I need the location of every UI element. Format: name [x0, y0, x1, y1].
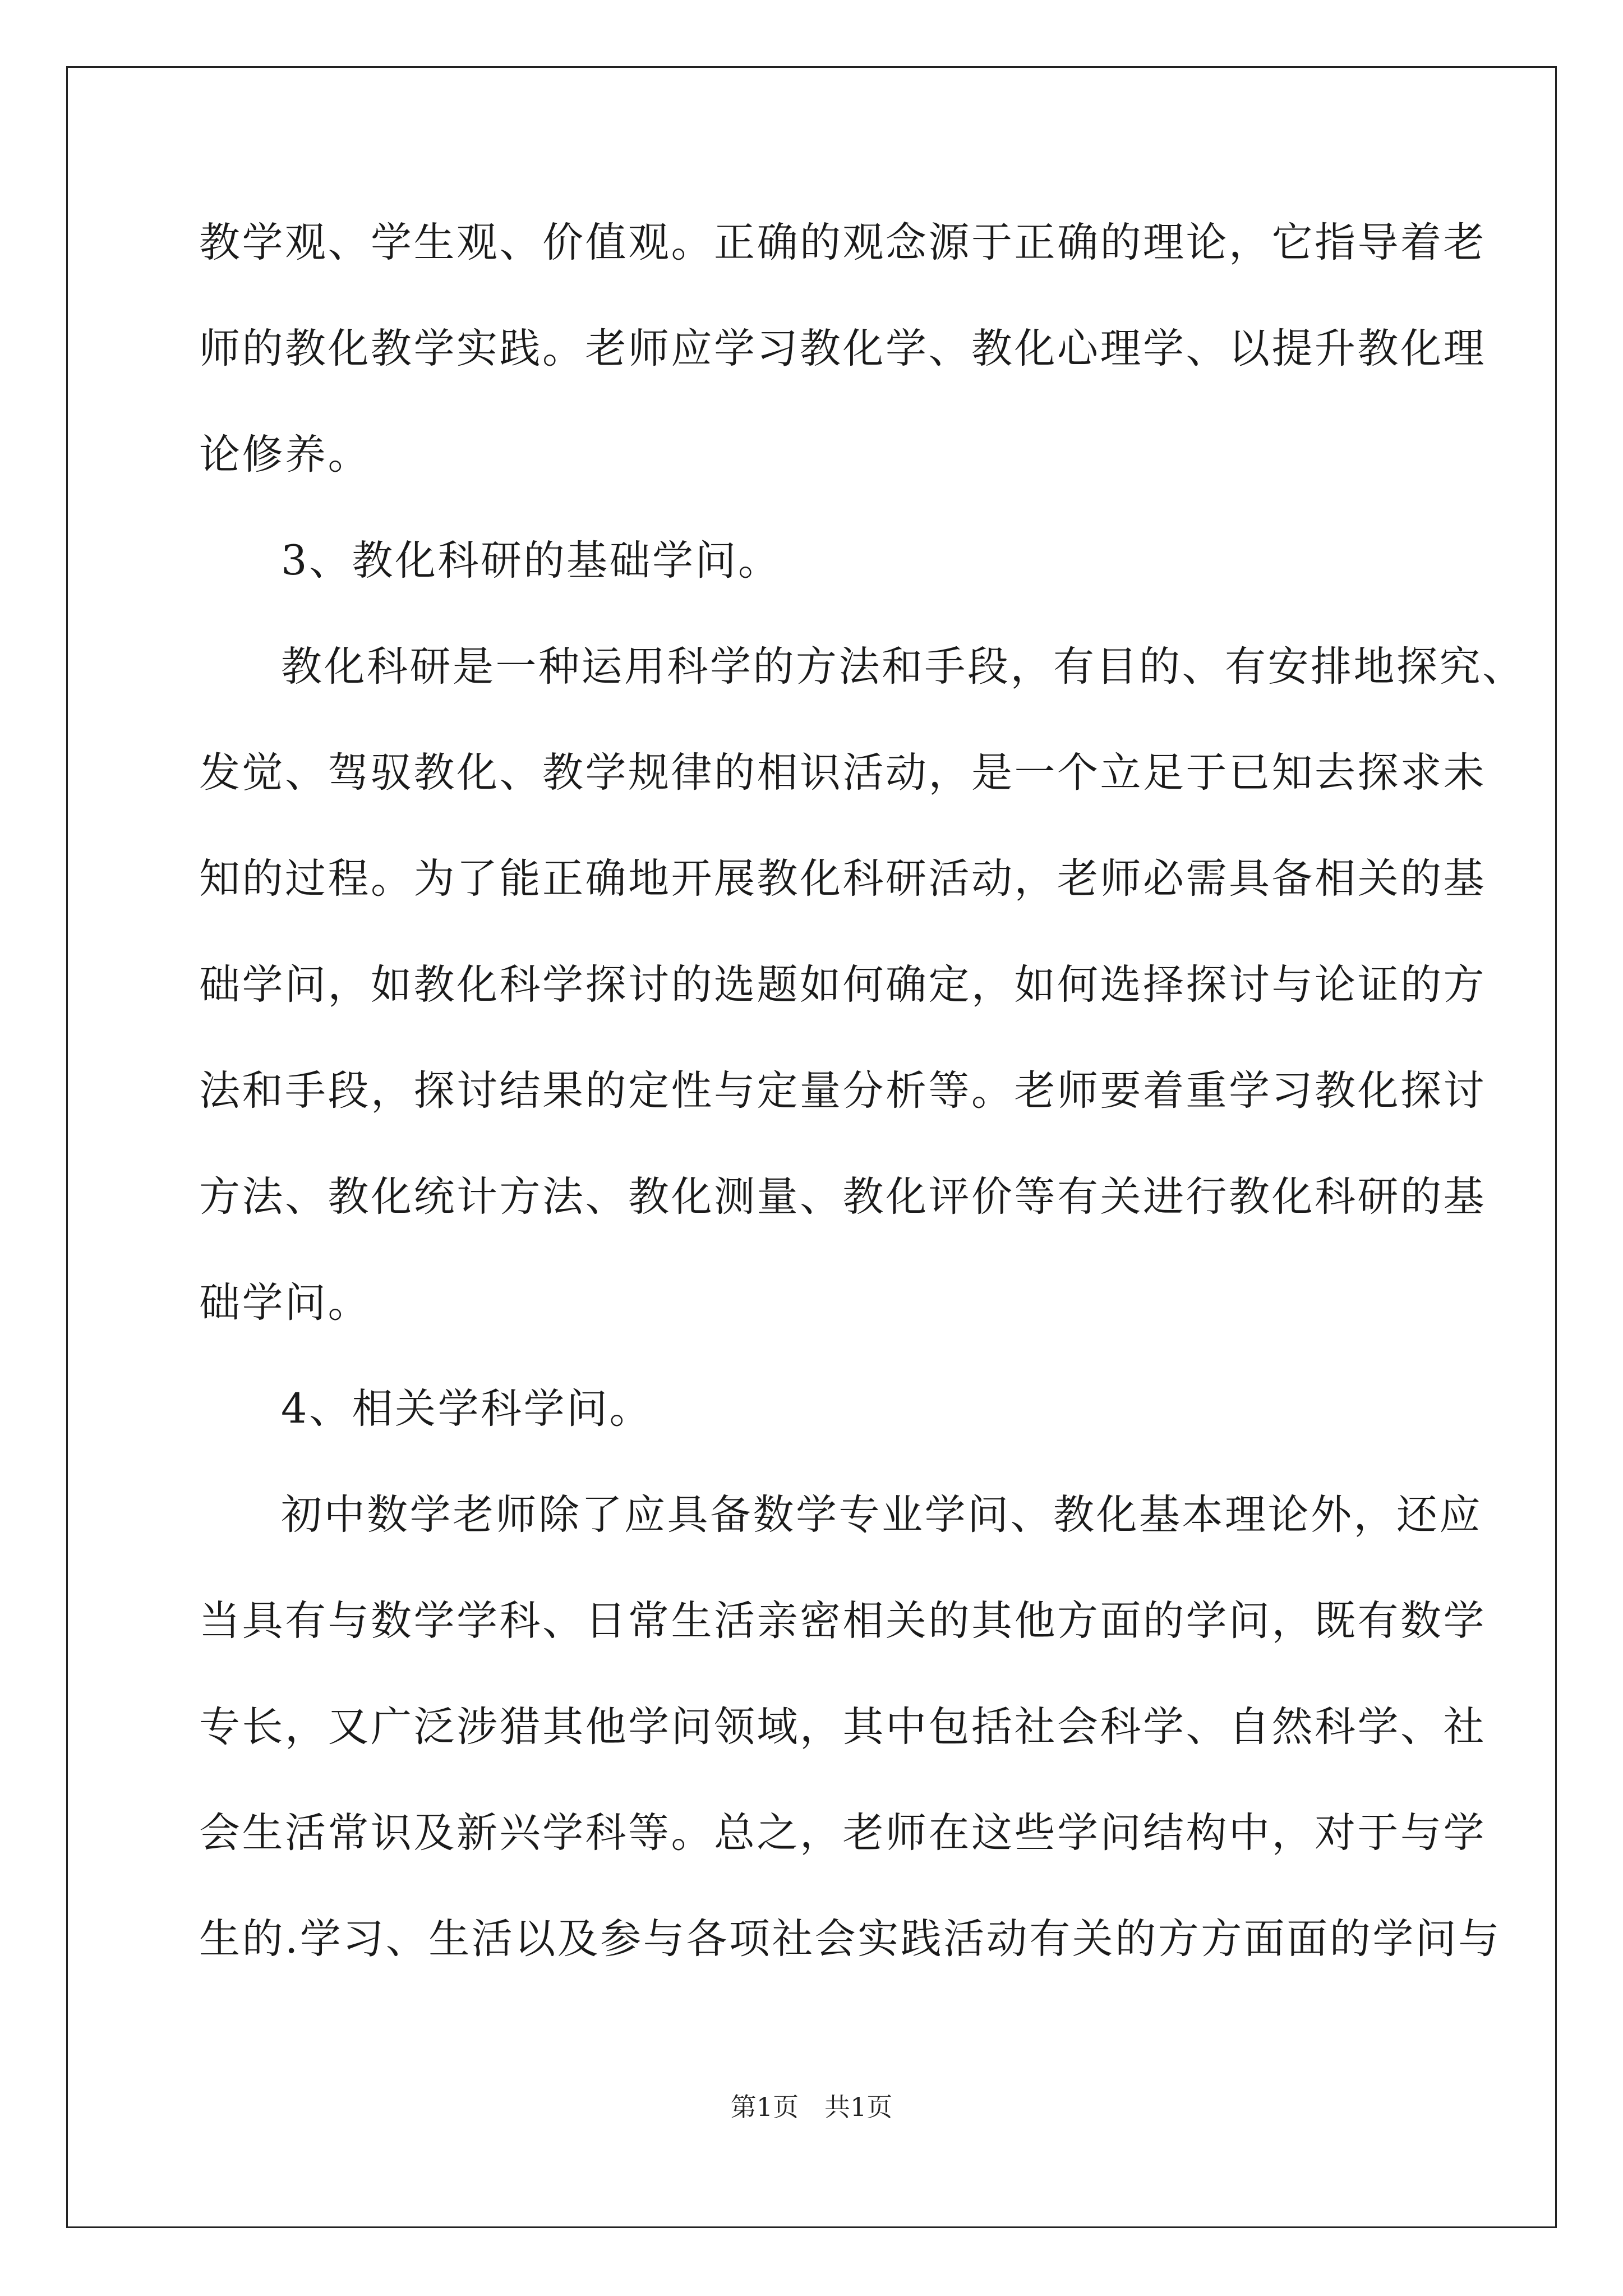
section-heading: 4、相关学科学问。 [281, 1385, 652, 1433]
text-line: 专长，又广泛涉猎其他学问领域，其中包括社会科学、自然科学、社 [199, 1703, 1486, 1751]
text-line: 方法、教化统计方法、教化测量、教化评价等有关进行教化科研的基 [199, 1173, 1486, 1221]
text-line: 础学问。 [199, 1279, 371, 1327]
document-body [199, 212, 1525, 2014]
text-line: 会生活常识及新兴学科等。总之，老师在这些学问结构中，对于与学 [199, 1809, 1486, 1857]
text-line: 当具有与数学学科、日常生活亲密相关的其他方面的学问，既有数学 [199, 1597, 1486, 1645]
page-number-footer: 第1页 共1页 [730, 2092, 893, 2122]
text-line: 师的教化教学实践。老师应学习教化学、教化心理学、以提升教化理 [199, 325, 1486, 372]
text-line: 教学观、学生观、价值观。正确的观念源于正确的理论，它指导着老 [199, 219, 1486, 266]
text-line: 生的.学习、生活以及参与各项社会实践活动有关的方方面面的学问与 [199, 1915, 1501, 1963]
section-heading: 3、教化科研的基础学问。 [281, 537, 781, 585]
text-line: 础学问，如教化科学探讨的选题如何确定，如何选择探讨与论证的方 [199, 961, 1486, 1009]
text-line: 初中数学老师除了应具备数学专业学问、教化基本理论外，还应 [281, 1491, 1482, 1539]
text-line: 发觉、驾驭教化、教学规律的相识活动，是一个立足于已知去探求未 [199, 749, 1486, 797]
text-line: 法和手段，探讨结果的定性与定量分析等。老师要着重学习教化探讨 [199, 1067, 1486, 1115]
text-line: 知的过程。为了能正确地开展教化科研活动，老师必需具备相关的基 [199, 855, 1486, 903]
text-line: 教化科研是一种运用科学的方法和手段，有目的、有安排地探究、 [281, 643, 1525, 691]
text-line: 论修养。 [199, 431, 371, 478]
